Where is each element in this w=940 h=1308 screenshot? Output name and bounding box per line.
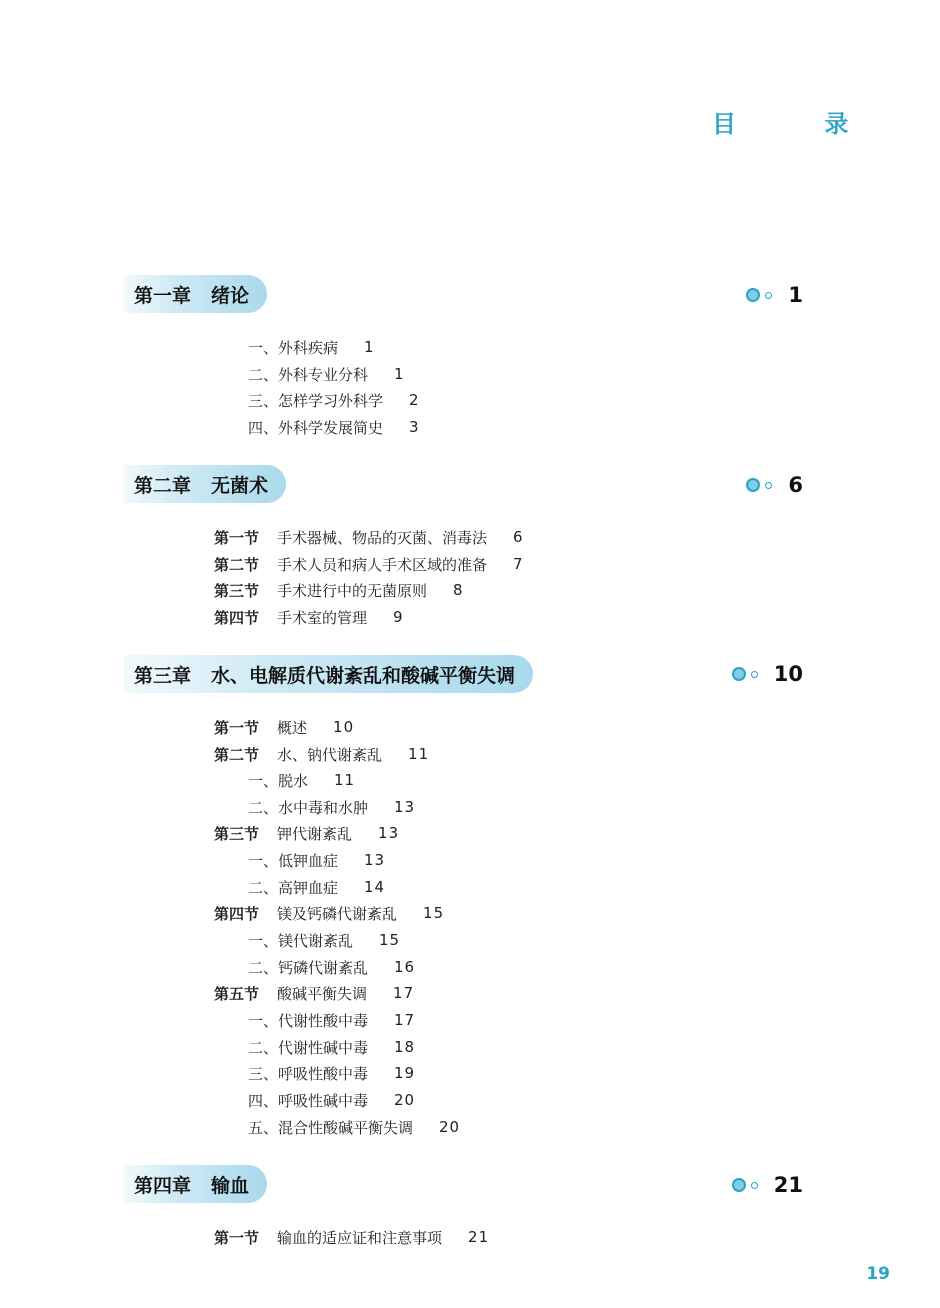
dot-icon <box>746 478 760 492</box>
chapter-page-ref <box>746 470 803 500</box>
toc-item-page: 17 <box>393 984 415 1002</box>
toc-item <box>248 876 385 898</box>
chapter-title: 输血 <box>211 1174 250 1197</box>
toc-item-title: 二、钙磷代谢紊乱 <box>248 958 369 977</box>
toc-item <box>214 902 444 924</box>
section-number: 第二节 <box>214 555 260 574</box>
toc-item <box>248 1089 415 1111</box>
toc-item-title: 一、脱水 <box>248 771 309 790</box>
section-number: 第一节 <box>214 528 260 547</box>
toc-item-page: 21 <box>468 1228 490 1246</box>
toc-item-page: 9 <box>393 608 404 626</box>
dot-icon <box>751 671 758 678</box>
toc-item-title: 一、外科疾病 <box>248 338 339 357</box>
chapter-title: 无菌术 <box>211 474 269 497</box>
toc-item-title: 一、镁代谢紊乱 <box>248 931 354 950</box>
dot-icon <box>751 1182 758 1189</box>
section-number: 第三节 <box>214 581 260 600</box>
toc-item <box>214 606 404 628</box>
toc-item-page: 2 <box>409 391 420 409</box>
toc-item <box>214 743 429 765</box>
toc-item-page: 14 <box>364 878 386 896</box>
chapter-page-ref <box>732 1170 803 1200</box>
toc-item <box>248 1036 415 1058</box>
section-number: 第五节 <box>214 984 260 1003</box>
chapter-number: 第三章 <box>134 664 192 687</box>
toc-item-page: 8 <box>453 581 464 599</box>
toc-item-page: 15 <box>379 931 401 949</box>
section-number: 第二节 <box>214 745 260 764</box>
chapter-banner <box>124 465 286 503</box>
section-number: 第一节 <box>214 718 260 737</box>
toc-item-page: 6 <box>513 528 524 546</box>
chapter-page-number: 10 <box>773 662 803 686</box>
toc-item-page: 13 <box>394 798 416 816</box>
chapter-number: 第一章 <box>134 284 192 307</box>
chapter-banner <box>124 655 533 693</box>
toc-item-page: 7 <box>513 555 524 573</box>
toc-item-page: 16 <box>394 958 416 976</box>
dot-icon <box>746 288 760 302</box>
dot-icon <box>765 292 772 299</box>
toc-item <box>248 1062 415 1084</box>
chapter-page-ref <box>732 659 803 689</box>
chapter-title: 水、电解质代谢紊乱和酸碱平衡失调 <box>211 664 516 687</box>
toc-item-page: 18 <box>394 1038 416 1056</box>
toc-item-title: 水、钠代谢紊乱 <box>277 745 383 764</box>
toc-item <box>214 982 414 1004</box>
toc-item <box>248 1009 415 1031</box>
toc-item-title: 手术室的管理 <box>277 608 368 627</box>
toc-item <box>248 416 420 438</box>
toc-item <box>248 929 400 951</box>
toc-item-title: 输血的适应证和注意事项 <box>277 1228 443 1247</box>
toc-item-title: 四、外科学发展简史 <box>248 418 384 437</box>
toc-item-title: 一、低钾血症 <box>248 851 339 870</box>
toc-item-page: 17 <box>394 1011 416 1029</box>
toc-item-title: 二、高钾血症 <box>248 878 339 897</box>
toc-item-page: 13 <box>378 824 400 842</box>
toc-item-title: 五、混合性酸碱平衡失调 <box>248 1118 414 1137</box>
toc-item <box>248 769 355 791</box>
toc-item <box>214 1226 489 1248</box>
dot-icon <box>732 1178 746 1192</box>
toc-item <box>248 363 405 385</box>
toc-item <box>214 716 354 738</box>
toc-item <box>214 553 524 575</box>
toc-item-title: 手术进行中的无菌原则 <box>277 581 428 600</box>
chapter-page-ref <box>746 280 803 310</box>
page-title: 目 录 <box>712 110 889 138</box>
toc-item <box>248 796 415 818</box>
toc-item <box>248 1116 460 1138</box>
chapter-page-number: 21 <box>773 1173 803 1197</box>
toc-item-title: 镁及钙磷代谢紊乱 <box>277 904 398 923</box>
dot-icon <box>732 667 746 681</box>
toc-item-page: 1 <box>394 365 405 383</box>
toc-item <box>214 526 524 548</box>
toc-item <box>214 579 464 601</box>
toc-item <box>248 389 420 411</box>
toc-item-title: 三、呼吸性酸中毒 <box>248 1064 369 1083</box>
toc-item-page: 15 <box>423 904 445 922</box>
chapter-page-number: 1 <box>788 283 803 307</box>
section-number: 第三节 <box>214 824 260 843</box>
toc-item-page: 3 <box>409 418 420 436</box>
toc-item <box>214 822 399 844</box>
toc-item-title: 二、外科专业分科 <box>248 365 369 384</box>
toc-item-title: 钾代谢紊乱 <box>277 824 353 843</box>
section-number: 第四节 <box>214 904 260 923</box>
toc-item <box>248 956 415 978</box>
dot-icon <box>765 482 772 489</box>
toc-item-title: 酸碱平衡失调 <box>277 984 368 1003</box>
chapter-number: 第四章 <box>134 1174 192 1197</box>
toc-item <box>248 336 375 358</box>
section-number: 第一节 <box>214 1228 260 1247</box>
toc-item-page: 19 <box>394 1064 416 1082</box>
toc-item-page: 20 <box>394 1091 416 1109</box>
toc-item-page: 11 <box>334 771 356 789</box>
section-number: 第四节 <box>214 608 260 627</box>
page-number: 19 <box>866 1264 890 1284</box>
toc-item-page: 13 <box>364 851 386 869</box>
toc-item-title: 手术器械、物品的灭菌、消毒法 <box>277 528 488 547</box>
toc-item-page: 11 <box>408 745 430 763</box>
toc-item-title: 一、代谢性酸中毒 <box>248 1011 369 1030</box>
toc-item-title: 三、怎样学习外科学 <box>248 391 384 410</box>
chapter-number: 第二章 <box>134 474 192 497</box>
toc-item-title: 概述 <box>277 718 308 737</box>
toc-item-page: 20 <box>439 1118 461 1136</box>
toc-item-title: 手术人员和病人手术区域的准备 <box>277 555 488 574</box>
toc-item-page: 10 <box>333 718 355 736</box>
toc-item <box>248 849 385 871</box>
toc-item-title: 二、代谢性碱中毒 <box>248 1038 369 1057</box>
chapter-title: 绪论 <box>211 284 250 307</box>
chapter-banner <box>124 275 267 313</box>
toc-item-page: 1 <box>364 338 375 356</box>
toc-item-title: 二、水中毒和水肿 <box>248 798 369 817</box>
toc-item-title: 四、呼吸性碱中毒 <box>248 1091 369 1110</box>
chapter-page-number: 6 <box>788 473 803 497</box>
chapter-banner <box>124 1165 267 1203</box>
